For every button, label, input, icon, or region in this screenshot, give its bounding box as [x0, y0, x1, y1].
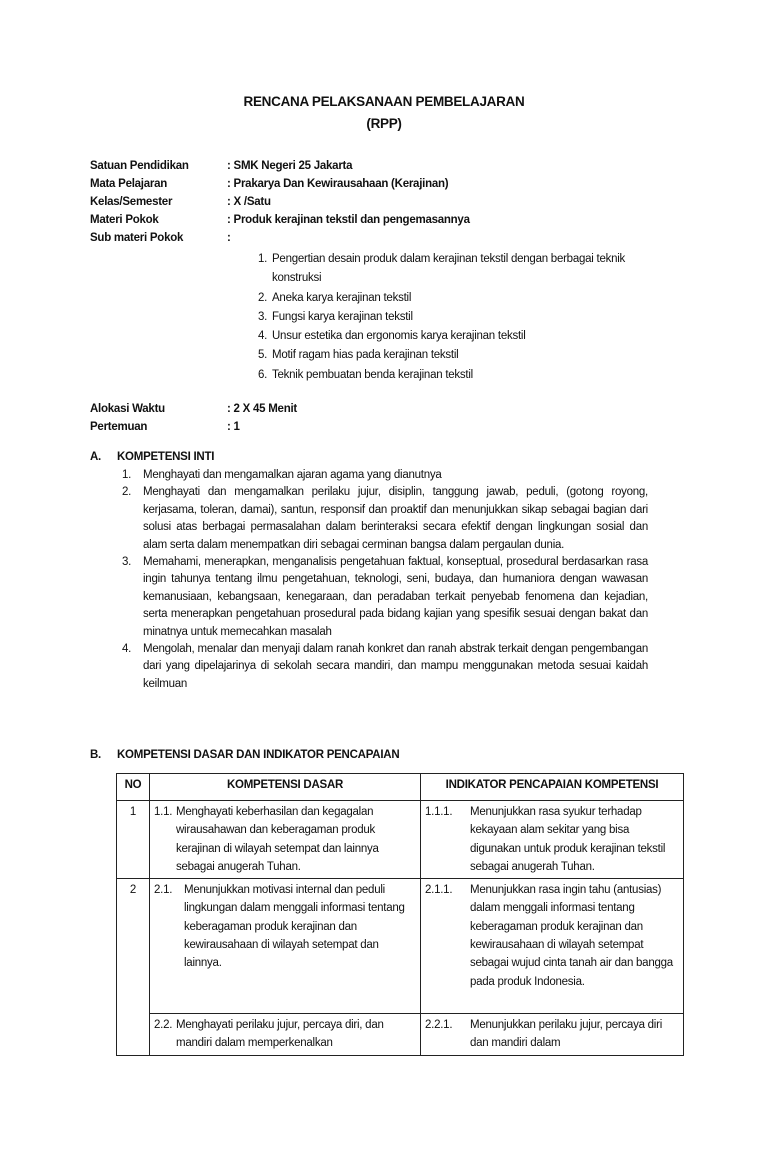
- document-title: RENCANA PELAKSANAAN PEMBELAJARAN: [243, 94, 525, 109]
- time-block: [90, 400, 297, 436]
- identity-block: [90, 157, 690, 247]
- table-row: 2.2. Menghayati perilaku jujur, percaya diri, dan mandiri dalam memperkenalkan 2.2.1. Menunjukkan perilaku jujur, percaya diri dan mandiri dalam: [117, 1014, 684, 1056]
- list-item: 2. Menghayati dan mengamalkan perilaku jujur, disiplin, tanggung jawab, peduli, (gotong royong, kerjasama, toleran, damai), santun, responsif dan proaktif dan menunjukkan sikap sebagai bagian dari solusi atas berbagai permasalahan dalam berinteraksi secara efektif dengan lingkungan sosial dan alam serta dalam menempatkan diri sebagai cerminan bangsa dalam pergaulan dunia.: [122, 486, 648, 551]
- info-row: Materi Pokok : Produk kerajinan tekstil dan pengemasannya: [90, 214, 470, 226]
- sub-materi-list: [258, 250, 658, 385]
- section-a-heading: A. KOMPETENSI INTI: [90, 451, 215, 463]
- list-item: 1. Menghayati dan mengamalkan ajaran agama yang dianutnya: [122, 469, 442, 481]
- list-item: 6. Teknik pembuatan benda kerajinan tekstil: [258, 368, 473, 381]
- info-row: Satuan Pendidikan : SMK Negeri 25 Jakarta: [90, 160, 353, 172]
- table-row: 1 1.1. Menghayati keberhasilan dan kegagalan wirausahawan dan keberagaman produk kerajinan di wilayah setempat dan lainnya sebagai anugerah Tuhan. 1.1.1. Menunjukkan rasa syukur terhadap kekayaan alam sekitar yang bisa digunakan untuk produk kerajinan tekstil sebagai anugerah Tuhan.: [117, 801, 684, 879]
- competency-table: [116, 773, 684, 1056]
- document-subtitle: (RPP): [366, 116, 402, 131]
- list-item: 1. Pengertian desain produk dalam kerajinan tekstil dengan berbagai teknik konstruksi: [258, 253, 626, 285]
- table-header-row: NO KOMPETENSI DASAR INDIKATOR PENCAPAIAN KOMPETENSI: [117, 774, 684, 801]
- list-item: 4. Mengolah, menalar dan menyaji dalam ranah konkret dan ranah abstrak terkait dengan pengembangan dari yang dipelajarinya di sekolah secara mandiri, dan mampu menggunakan metoda sesuai kaidah keilmuan: [122, 643, 648, 690]
- section-b-heading: B. KOMPETENSI DASAR DAN INDIKATOR PENCAPAIAN: [90, 749, 400, 761]
- table-row: 2 2.1. Menunjukkan motivasi internal dan peduli lingkungan dalam menggali informasi tentang keberagaman produk kerajinan dan kewirausahaan di wilayah setempat dan lainnya. 2.1.1. Menunjukkan rasa ingin tahu (antusias) dalam menggali informasi tentang keberagaman produk kerajinan dan kewirausahaan di wilayah setempat sebagai wujud cinta tanah air dan bangga pada produk Indonesia.: [117, 879, 684, 1014]
- list-item: 3. Memahami, menerapkan, menganalisis pengetahuan faktual, konseptual, prosedural berdasarkan rasa ingin tahunya tentang ilmu pengetahuan, teknologi, seni, budaya, dan humaniora dengan wawasan kemanusiaan, kebangsaan, kenegaraan, dan peradaban terkait penyebab fenomena dan kejadian, serta menerapkan pengetahuan prosedural pada bidang kajian yang spesifik sesuai dengan bakat dan minatnya untuk memecahkan masalah: [122, 556, 648, 638]
- info-row: Kelas/Semester : X /Satu: [90, 196, 271, 208]
- info-row: Mata Pelajaran : Prakarya Dan Kewirausahaan (Kerajinan): [90, 178, 449, 190]
- kompetensi-inti-list: [122, 467, 648, 693]
- list-item: 2. Aneka karya kerajinan tekstil: [258, 291, 412, 304]
- list-item: 4. Unsur estetika dan ergonomis karya kerajinan tekstil: [258, 330, 526, 343]
- list-item: 3. Fungsi karya kerajinan tekstil: [258, 310, 413, 323]
- list-item: 5. Motif ragam hias pada kerajinan tekstil: [258, 349, 459, 362]
- info-row: Sub materi Pokok :: [90, 232, 231, 244]
- info-row: Alokasi Waktu : 2 X 45 Menit: [90, 403, 297, 415]
- info-row: Pertemuan : 1: [90, 421, 240, 433]
